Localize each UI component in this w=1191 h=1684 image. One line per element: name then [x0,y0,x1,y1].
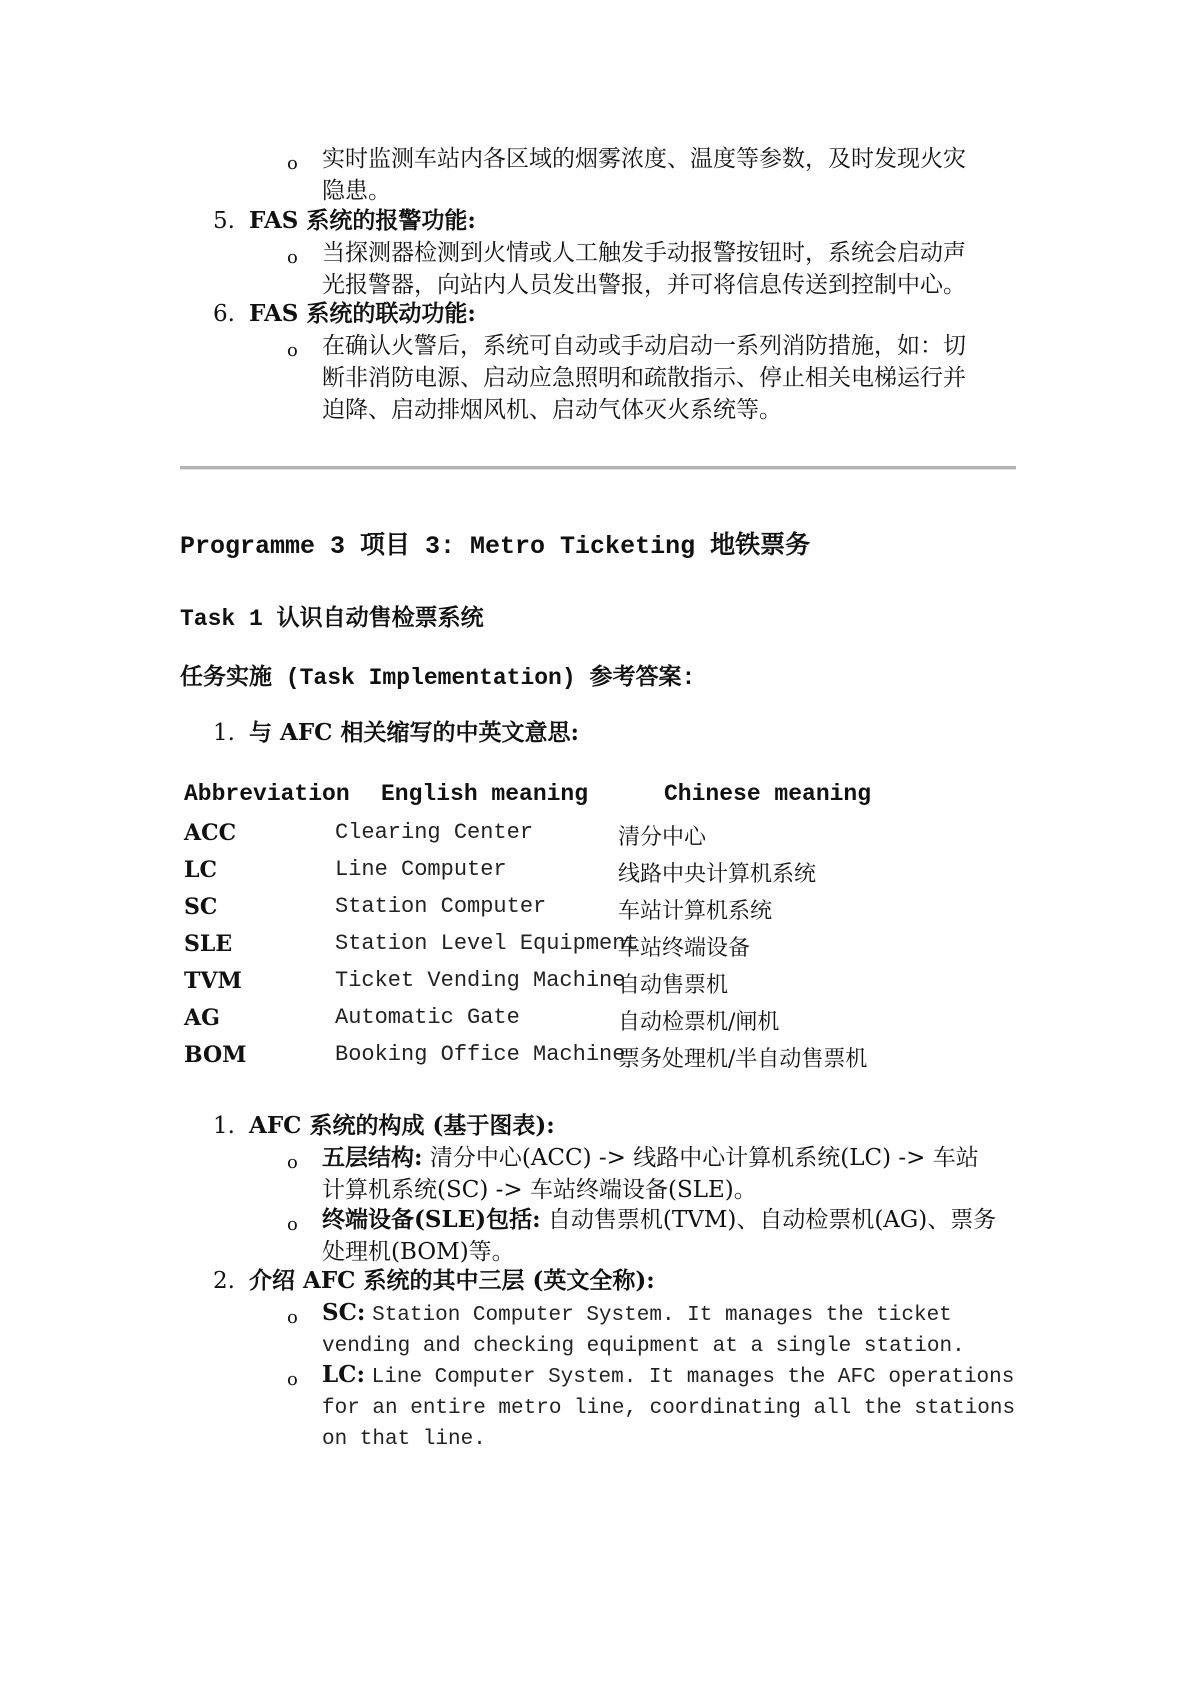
afc-sle-text [322,1204,996,1268]
table-cell-chinese: 车站终端设备 [618,936,751,961]
text-line: 实时监测车站内各区域的烟雾浓度、温度等参数，及时发现火灾 [322,146,966,172]
table-cell-english: Automatic Gate [335,1005,520,1030]
table-cell-abbr: SC [184,894,218,920]
table-cell-english: Station Computer [335,894,547,919]
text-line: 清分中心(ACC) -> 线路中心计算机系统(LC) -> 车站 [429,1145,979,1171]
table-header-english: English meaning [381,781,589,807]
afc-composition-heading [213,1110,555,1142]
text-line: 自动售票机(TVM)、自动检票机(AG)、票务 [547,1207,997,1233]
question-2-heading [213,1265,655,1297]
text-line: 计算机系统(SC) -> 车站终端设备(SLE)。 [322,1177,757,1203]
table-cell-chinese: 自动检票机/闸机 [618,1010,780,1035]
list-number: 1. [213,720,235,746]
table-cell-abbr: ACC [184,820,237,846]
implementation-title: 任务实施 (Task Implementation) 参考答案: [180,665,696,691]
text-line: 当探测器检测到火情或人工触发手动报警按钮时，系统会启动声 [322,240,966,266]
bullet-marker: o [287,1369,298,1390]
table-cell-abbr: LC [184,857,217,883]
bullet-marker: o [287,1214,298,1235]
text-line: 在确认火警后，系统可自动或手动启动一系列消防措施，如：切 [322,333,966,359]
table-cell-chinese: 清分中心 [618,825,707,850]
question-1-heading [213,717,579,749]
table-cell-abbr: BOM [184,1042,247,1068]
list-number: 1. [213,1113,235,1139]
text-line: 迫降、启动排烟风机、启动气体灭火系统等。 [322,397,782,423]
table-cell-english: Line Computer [335,857,507,882]
afc-five-layer-text [322,1142,979,1206]
sc-description [322,1297,965,1362]
text-line: on that line. [322,1428,486,1451]
item-title: 与 AFC 相关缩写的中英文意思: [248,719,579,746]
table-header-chinese: Chinese meaning [664,781,872,807]
fas-alarm-text [322,237,966,301]
bold-label: SC: [322,1299,366,1326]
text-line: 光报警器，向站内人员发出警报，并可将信息传送到控制中心。 [322,272,966,298]
item-title: 介绍 AFC 系统的其中三层 (英文全称): [248,1267,655,1294]
text-line: vending and checking equipment at a single station. [322,1335,965,1358]
list-number: 6. [213,301,235,327]
item-5-heading [213,205,476,237]
fas-monitor-text [322,143,966,207]
table-cell-abbr: AG [184,1005,220,1031]
table-cell-english: Clearing Center [335,820,534,845]
table-cell-abbr: TVM [184,968,242,994]
list-number: 5. [213,208,235,234]
text-line: 处理机(BOM)等。 [322,1239,515,1265]
task-title: Task 1 认识自动售检票系统 [180,606,484,632]
bullet-marker: o [287,1307,298,1328]
bold-label: LC: [322,1361,365,1388]
table-cell-chinese: 票务处理机/半自动售票机 [618,1047,868,1072]
table-cell-chinese: 线路中央计算机系统 [618,862,817,887]
bullet-marker: o [287,1152,298,1173]
bullet-marker: o [287,340,298,361]
text-line: for an entire metro line, coordinating all the stations [322,1397,1016,1420]
table-cell-chinese: 自动售票机 [618,973,729,998]
table-cell-abbr: SLE [184,931,233,957]
table-cell-english: Station Level Equipment [335,931,639,956]
item-6-heading [213,298,476,330]
lc-description [322,1359,1015,1455]
list-number: 2. [213,1268,235,1294]
bullet-marker: o [287,247,298,268]
bold-label: 五层结构: [322,1144,423,1171]
table-cell-chinese: 车站计算机系统 [618,899,773,924]
item-title: FAS 系统的报警功能: [248,207,476,234]
bold-label: 终端设备(SLE)包括: [322,1206,541,1233]
text-line: Station Computer System. It manages the ticket [372,1304,952,1327]
item-title: FAS 系统的联动功能: [248,300,476,327]
programme-title: Programme 3 项目 3: Metro Ticketing 地铁票务 [180,532,811,561]
item-title: AFC 系统的构成 (基于图表): [248,1112,555,1139]
section-divider [180,466,1016,470]
fas-linkage-text [322,330,966,426]
text-line: 隐患。 [322,178,391,204]
table-header-abbreviation: Abbreviation [184,781,350,807]
table-cell-english: Booking Office Machine [335,1042,626,1067]
bullet-marker: o [287,153,298,174]
table-cell-english: Ticket Vending Machine [335,968,626,993]
text-line: 断非消防电源、启动应急照明和疏散指示、停止相关电梯运行并 [322,365,966,391]
text-line: Line Computer System. It manages the AFC operations [371,1366,1015,1389]
